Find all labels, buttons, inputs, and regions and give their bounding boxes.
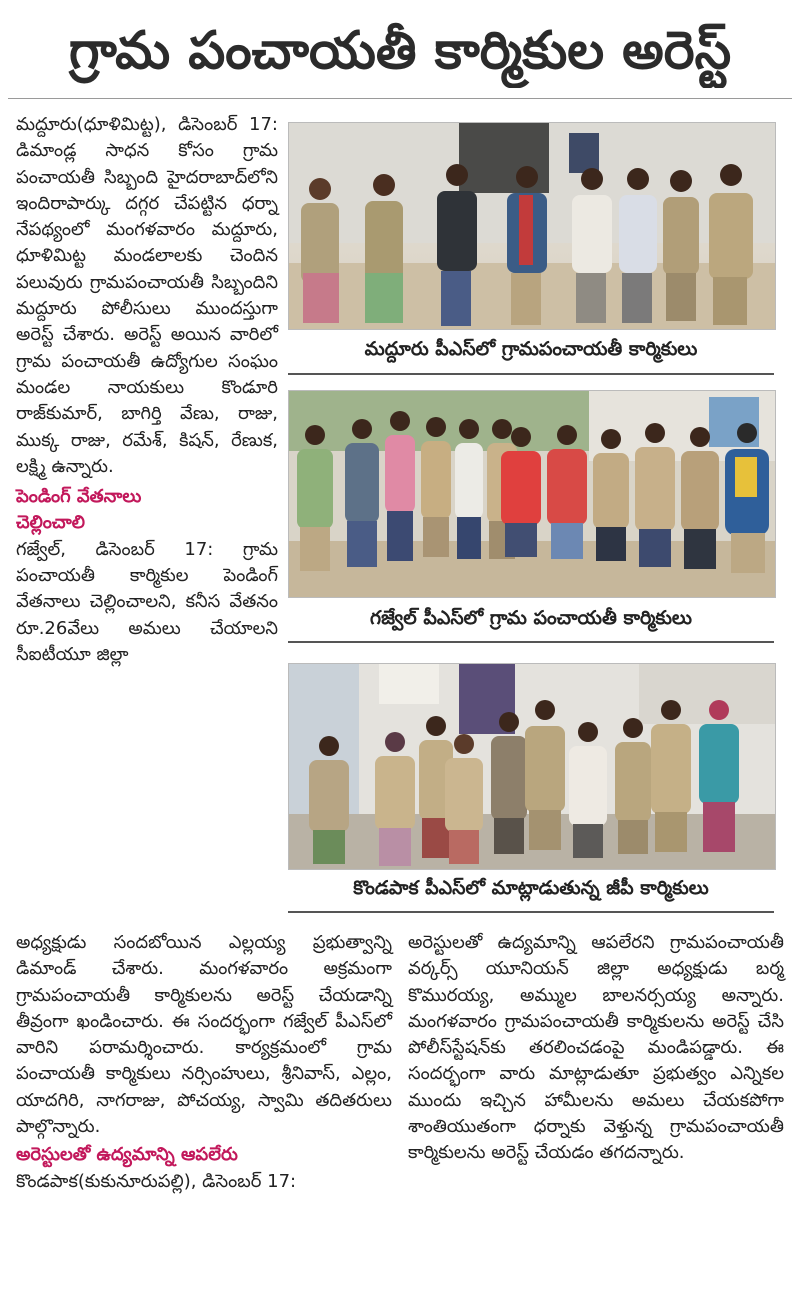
photo-kondapaka-ps (288, 663, 776, 870)
lower-right-column (408, 930, 784, 1167)
headline-rule (8, 98, 792, 99)
story3-dateline: కొండపాక(కుకునూరుపల్లి), డిసెంబర్ 17: (16, 1170, 297, 1192)
photo-caption-1: మద్దూరు పీఎస్‌లో గ్రామపంచాయతీ కార్మికులు (364, 338, 698, 360)
story2-body-part2: అధ్యక్షుడు సందబోయిన ఎల్లయ్య ప్రభుత్వాన్ని డిమాండ్ చేశారు. మంగళవారం అక్రమంగా గ్రామపంచాయతీ కార్మికులను అరెస్ట్ చేయడాన్ని తీవ్రంగా ఖండించారు. ఈ సందర్భంగా గజ్వేల్ పీఎస్‌లో వారిని పరామర్శించారు. కార్యక్రమంలో గ్రామ పంచాయతీ కార్మికులు నర్సింహులు, శ్రీనివాస్, ఎల్లం, యాదగిరి, నాగరాజు, పోచయ్య, స్వామి తదితరులు పాల్గొన్నారు. (16, 932, 392, 1138)
headline: గ్రామ పంచాయతీ కార్మికుల అరెస్ట్ (68, 21, 732, 81)
photo-madduru-ps (288, 122, 776, 330)
story2-body-part1: గజ్వేల్, డిసెంబర్ 17: గ్రామ పంచాయతీ కార్మికుల పెండింగ్ వేతనాలు చెల్లించాలని, కనీస వేతనం రూ.26వేలు అమలు చేయాలని సీఐటీయూ జిల్లా (16, 538, 278, 665)
story2-subhead-line1: పెండింగ్ వేతనాలు (16, 486, 142, 508)
photo-gajwel-ps (288, 390, 776, 598)
story2-subhead-line2: చెల్లించాలి (16, 512, 85, 534)
photo-caption-2: గజ్వేల్ పీఎస్‌లో గ్రామ పంచాయతీ కార్మికులు (370, 607, 692, 629)
story1-body: మద్దూరు(ధూళిమిట్ట), డిసెంబర్ 17: డిమాండ్ల సాధన కోసం గ్రామ పంచాయతీ సిబ్బంది హైదరాబాద్‌లోని ఇందిరాపార్కు దగ్గర చేపట్టిన ధర్నా నేపథ్యంలో మంగళవారం మద్దూరు, ధూళిమిట్ట మండలాలకు చెందిన పలువురు గ్రామపంచాయతీ సిబ్బందిని మద్దూరు పోలీసులు ముందస్తుగా అరెస్ట్ చేశారు. అరెస్ట్ అయిన వారిలో గ్రామ పంచాయతీ ఉద్యోగుల సంఘం మండల నాయకులు కొండూరి రాజ్‌కుమార్, బాగిర్తి వేణు, రాజు, ముక్క రాజు, రమేశ్, కిషన్, రేణుక, లక్ష్మి ఉన్నారు. (16, 114, 278, 477)
caption-rule-2 (288, 641, 774, 643)
story3-subhead: అరెస్టులతో ఉద్యమాన్ని ఆపలేరు (16, 1144, 238, 1166)
story3-body: అరెస్టులతో ఉద్యమాన్ని ఆపలేరని గ్రామపంచాయతీ వర్కర్స్ యూనియన్ జిల్లా అధ్యక్షుడు బర్మ కొమురయ్య, అమ్ముల బాలనర్సయ్య అన్నారు. మంగళవారం గ్రామపంచాయతీ కార్మికులను అరెస్ట్ చేసి పోలీస్‌స్టేషన్‌కు తరలించడంపై మండిపడ్డారు. ఈ సందర్భంగా వారు మాట్లాడుతూ ప్రభుత్వం ఎన్నికల ముందు ఇచ్చిన హామీలను అమలు చేయకపోగా శాంతియుతంగా ధర్నాకు వెళ్తున్న గ్రామపంచాయతీ కార్మికులను అరెస్ట్ చేయడం తగదన్నారు. (408, 932, 784, 1164)
lower-left-column (16, 930, 392, 1195)
photo-caption-3: కొండపాక పీఎస్‌లో మాట్లాడుతున్న జీపీ కార్మికులు (353, 877, 709, 899)
caption-rule-1 (288, 373, 774, 375)
left-column (16, 112, 278, 668)
caption-rule-3 (288, 911, 774, 913)
